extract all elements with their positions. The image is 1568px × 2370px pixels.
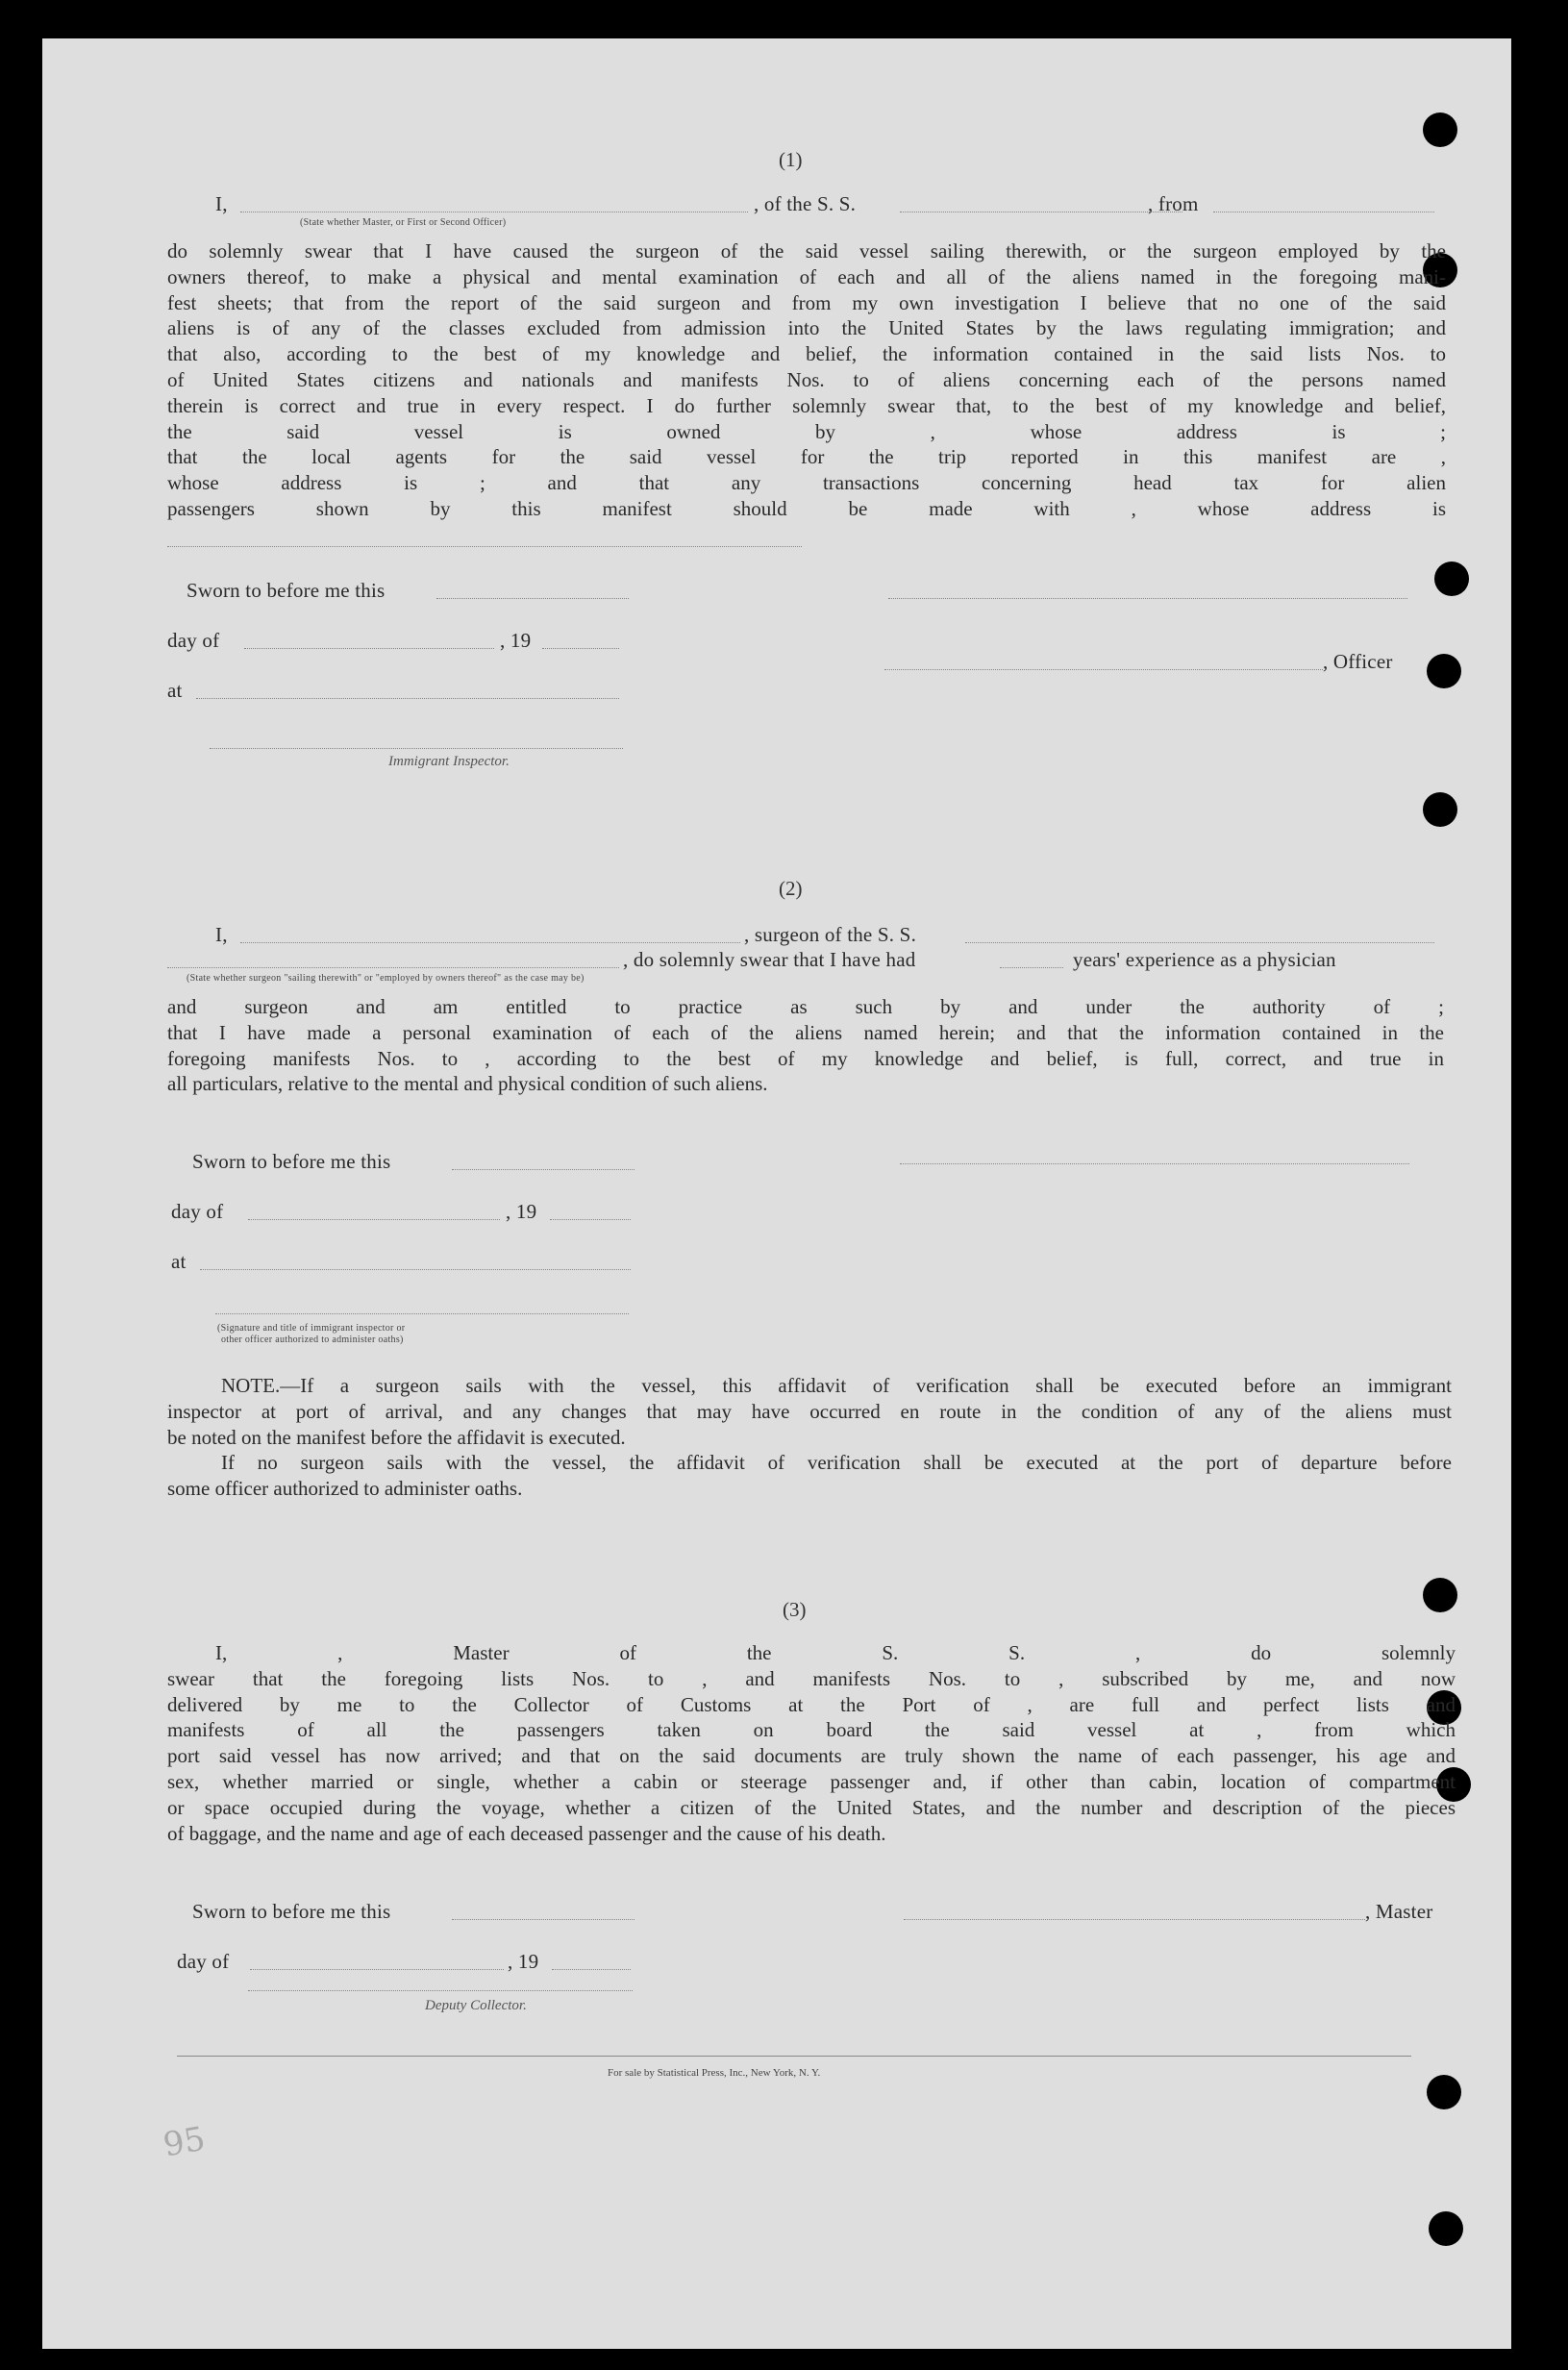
oath-line: all particulars, relative to the mental and physical condition of such aliens. [167, 1072, 768, 1096]
surgeon-type-field[interactable] [167, 967, 619, 968]
oath-line: that I have made a personal examination of each of the aliens named herein; and that the information contained in the [167, 1020, 1444, 1044]
punch-hole [1427, 654, 1461, 688]
oath-line: port said vessel has now arrived; and that on the said documents are truly shown the name of each passenger, his age and [167, 1744, 1456, 1768]
note-line: If no surgeon sails with the vessel, the affidavit of verification shall be executed at the port of departure before [221, 1451, 1452, 1474]
officer-signature-top-field[interactable] [888, 598, 1407, 599]
sworn-label-1: Sworn to before me this [187, 579, 386, 602]
section-1-first-line [215, 192, 228, 216]
oath-line: aliens is of any of the classes excluded from admission into the United States by the laws regulating immigration; and [167, 316, 1446, 340]
sworn-date-field[interactable] [436, 598, 629, 599]
form-page [42, 38, 1511, 2349]
surgeon-name-field[interactable] [240, 942, 740, 943]
note-line: inspector at port of arrival, and any changes that may have occurred en route in the condition of any of the aliens must [167, 1399, 1452, 1423]
year-label-3: , 19 [508, 1950, 539, 1973]
sworn-label-2: Sworn to before me this [192, 1150, 391, 1173]
at-label-2: at [171, 1250, 187, 1273]
inspector-signature-field-2[interactable] [215, 1313, 629, 1314]
footer-divider [177, 2056, 1411, 2057]
section-3-oath-text [167, 1640, 1456, 1846]
month-field[interactable] [244, 648, 494, 649]
at-label-1: at [167, 679, 183, 702]
surgeon-signature-field[interactable] [900, 1163, 1409, 1164]
oath-line: therein is correct and true in every respect. I do further solemnly swear that, to the best of my knowledge and belief, [167, 393, 1446, 417]
section-1-number: (1) [779, 148, 803, 171]
oath-line: owners thereof, to make a physical and mental examination of each and all of the aliens named in the foregoing mani- [167, 264, 1446, 288]
oath-line: that also, according to the best of my knowledge and belief, the information contained in the said lists Nos. to [167, 342, 1446, 366]
address-continuation-field[interactable] [167, 546, 802, 547]
oath-line: manifests of all the passengers taken on board the said vessel at , from which [167, 1718, 1456, 1742]
swear-label: , do solemnly swear that I have had [623, 948, 916, 971]
year-field-3[interactable] [552, 1969, 631, 1970]
month-field-2[interactable] [248, 1219, 500, 1220]
year-label-2: , 19 [506, 1200, 537, 1223]
note-line: NOTE.—If a surgeon sails with the vessel, this affidavit of verification shall be executed before an immigrant [221, 1374, 1452, 1397]
oath-line: do solemnly swear that I have caused the surgeon of the said vessel sailing therewith, or the surgeon employed by the [167, 239, 1446, 262]
year-label-1: , 19 [500, 629, 532, 652]
surgeon-vessel-field[interactable] [965, 942, 1434, 943]
officer-signature-field[interactable] [884, 669, 1323, 670]
day-of-label-2: day of [171, 1200, 224, 1223]
punch-hole [1434, 561, 1469, 596]
officer-label: , Officer [1323, 650, 1393, 673]
years-field[interactable] [1000, 967, 1063, 968]
surgeon-vessel-label: , surgeon of the S. S. [744, 923, 917, 946]
section-2-pronoun: I, [215, 923, 228, 946]
punch-hole [1423, 112, 1457, 147]
oath-line: I, , Master of the S. S. , do solemnly [215, 1641, 1456, 1664]
collector-signature-field[interactable] [248, 1990, 633, 1991]
oath-line: the said vessel is owned by , whose address is ; [167, 419, 1446, 443]
officer-caption: (State whether Master, or First or Second Officer) [300, 217, 507, 228]
day-of-label-1: day of [167, 629, 220, 652]
oath-line: foregoing manifests Nos. to , according to the best of my knowledge and belief, is full, correct, and true in [167, 1046, 1444, 1070]
master-signature-field[interactable] [904, 1919, 1365, 1920]
inspector-signature-field[interactable] [210, 748, 623, 749]
note-line: be noted on the manifest before the affidavit is executed. [167, 1425, 626, 1449]
years-label: years' experience as a physician [1073, 948, 1336, 971]
vessel-label: , of the S. S. [754, 192, 857, 215]
printer-credit: For sale by Statistical Press, Inc., New York, N. Y. [608, 2067, 821, 2079]
note-text [167, 1373, 1452, 1450]
inspector-label: Immigrant Inspector. [388, 754, 510, 769]
oath-line: of United States citizens and nationals and manifests Nos. to of aliens concerning each of the persons named [167, 367, 1446, 391]
master-label: , Master [1365, 1900, 1433, 1923]
oath-line: swear that the foregoing lists Nos. to , and manifests Nos. to , subscribed by me, and now [167, 1666, 1456, 1690]
oath-line: that the local agents for the said vessel for the trip reported in this manifest are , [167, 445, 1446, 469]
oath-line: passengers shown by this manifest should be made with , whose address is [167, 496, 1446, 520]
location-field[interactable] [196, 698, 619, 699]
location-field-2[interactable] [200, 1269, 631, 1270]
oath-line: delivered by me to the Collector of Customs at the Port of , are full and perfect lists and [167, 1692, 1456, 1716]
section-1-oath-text [167, 238, 1446, 522]
sworn-date-field-2[interactable] [452, 1169, 635, 1170]
oath-line: fest sheets; that from the report of the said surgeon and from my own investigation I believe that no one of the said [167, 290, 1446, 314]
from-label: , from [1148, 192, 1199, 215]
oath-line: and surgeon and am entitled to practice as such by and under the authority of ; [167, 995, 1444, 1018]
surgeon-caption: (State whether surgeon "sailing therewith" or "employed by owners thereof" as the case may be) [187, 973, 585, 984]
section-2-number: (2) [779, 877, 803, 900]
punch-hole [1423, 792, 1457, 827]
day-of-label-3: day of [177, 1950, 230, 1973]
section-3-number: (3) [783, 1598, 807, 1621]
oath-line: or space occupied during the voyage, whether a citizen of the United States, and the number and description of the pieces [167, 1795, 1456, 1819]
sworn-label-3: Sworn to before me this [192, 1900, 391, 1923]
oath-line: sex, whether married or single, whether a cabin or steerage passenger and, if other than cabin, location of compartment [167, 1769, 1456, 1793]
oath-line: whose address is ; and that any transactions concerning head tax for alien [167, 471, 1446, 495]
collector-label: Deputy Collector. [425, 1998, 527, 2013]
punch-hole [1423, 1578, 1457, 1612]
handwritten-page-number: 95 [160, 2119, 209, 2165]
note-line: some officer authorized to administer oaths. [167, 1476, 523, 1500]
month-field-3[interactable] [250, 1969, 504, 1970]
oath-line: of baggage, and the name and age of each deceased passenger and the cause of his death. [167, 1821, 886, 1845]
year-field[interactable] [542, 648, 619, 649]
year-field-2[interactable] [550, 1219, 631, 1220]
signature-caption-1: (Signature and title of immigrant inspector or [217, 1323, 406, 1334]
section-2-oath-text [167, 994, 1444, 1097]
signature-caption-2: other officer authorized to administer oaths) [221, 1335, 404, 1345]
punch-hole [1429, 2211, 1463, 2246]
punch-hole [1427, 2075, 1461, 2109]
sworn-date-field-3[interactable] [452, 1919, 635, 1920]
note-text-2 [167, 1450, 1452, 1502]
oath-pronoun: I, [215, 192, 228, 215]
